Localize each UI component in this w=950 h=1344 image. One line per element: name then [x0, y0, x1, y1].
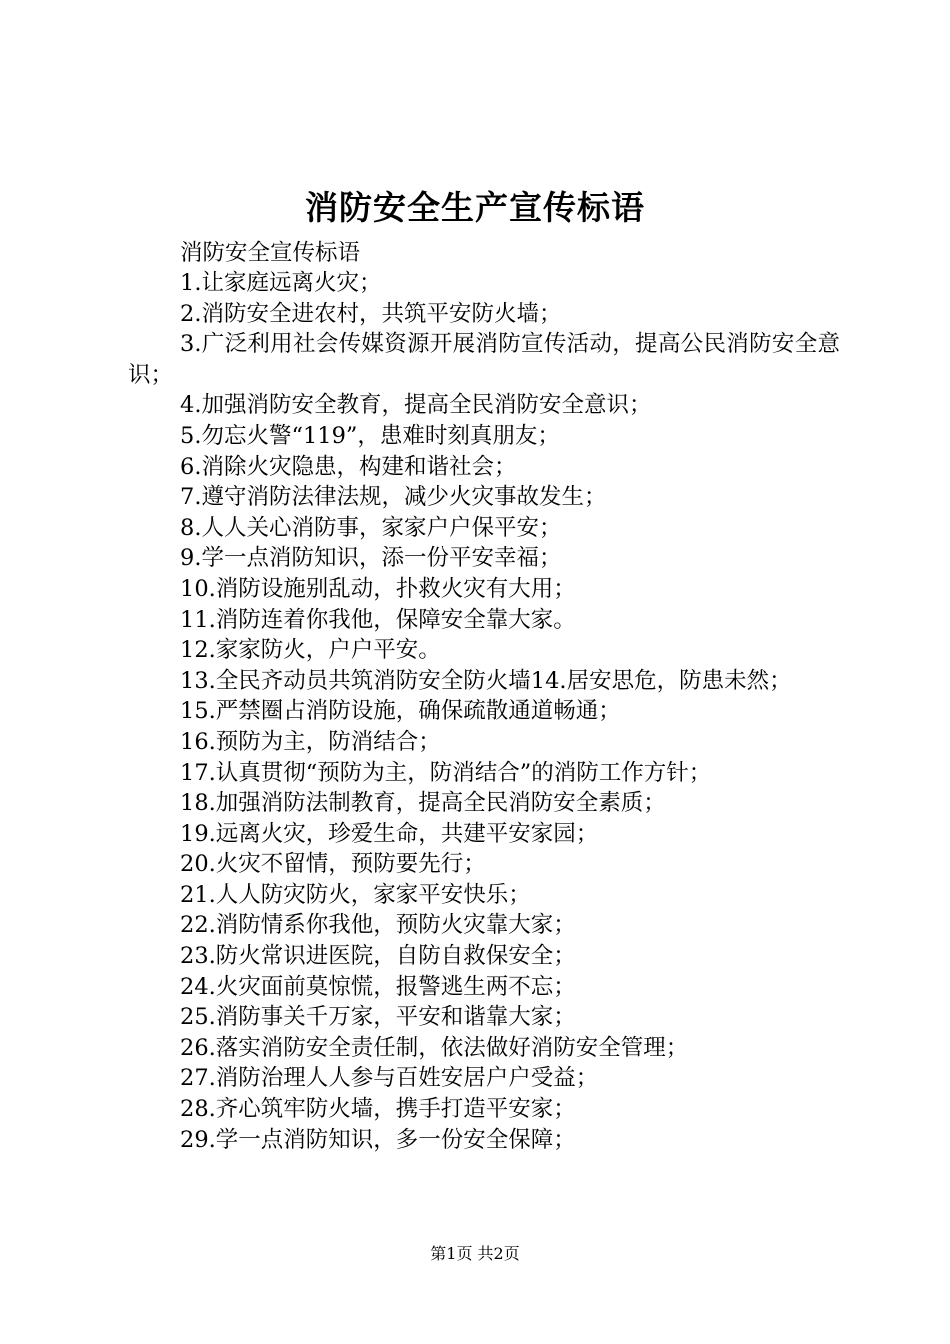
slogan-item-25: 25.消防事关千万家，平安和谐靠大家； [180, 1004, 576, 1031]
slogan-item-27: 27.消防治理人人参与百姓安居户户受益； [180, 1065, 599, 1092]
slogan-item-23: 23.防火常识进医院，自防自救保安全； [180, 943, 576, 970]
slogan-item-15: 15.严禁圈占消防设施，确保疏散通道畅通； [180, 698, 621, 725]
slogan-item-19: 19.远离火灾，珍爱生命，共建平安家园； [180, 820, 599, 847]
slogan-item-26: 26.落实消防安全责任制，依法做好消防安全管理； [180, 1034, 689, 1061]
slogan-item-13: 13.全民齐动员共筑消防安全防火墙14.居安思危，防患未然； [180, 667, 792, 694]
slogan-item-7: 7.遵守消防法律法规，减少火灾事故发生； [180, 484, 607, 511]
document-body [128, 238, 840, 1155]
slogan-item-1: 1.让家庭远离火灾； [180, 270, 382, 296]
slogan-item-16: 16.预防为主，防消结合； [180, 728, 441, 755]
slogan-item-8: 8.人人关心消防事，家家户户保平安； [180, 514, 562, 541]
page-footer: 第1页 共2页 [430, 1244, 520, 1263]
slogan-item-12: 12.家家防火，户户平安。 [180, 637, 441, 664]
slogan-item-17: 17.认真贯彻“预防为主，防消结合”的消防工作方针； [180, 759, 712, 786]
slogan-item-2: 2.消防安全进农村，共筑平安防火墙； [180, 300, 562, 327]
slogan-item-5: 5.勿忘火警“119”，患难时刻真朋友； [180, 422, 560, 449]
slogan-item-24: 24.火灾面前莫惊慌，报警逃生两不忘； [180, 973, 576, 1000]
slogan-item-20: 20.火灾不留情，预防要先行； [180, 851, 486, 878]
slogan-item-22: 22.消防情系你我他，预防火灾靠大家； [180, 912, 576, 939]
slogan-item-10: 10.消防设施别乱动，扑救火灾有大用； [180, 575, 576, 602]
slogan-item-28: 28.齐心筑牢防火墙，携手打造平安家； [180, 1096, 576, 1123]
slogan-item-6: 6.消除火灾隐患，构建和谐社会； [180, 453, 517, 480]
slogan-item-18: 18.加强消防法制教育，提高全民消防安全素质； [180, 790, 666, 817]
slogan-item-21: 21.人人防灾防火，家家平安快乐； [180, 881, 531, 908]
slogan-item-3: 3.广泛利用社会传媒资源开展消防宣传活动，提高公民消防安全意识； [128, 331, 840, 388]
slogan-item-9: 9.学一点消防知识，添一份平安幸福； [180, 545, 562, 572]
slogan-item-11: 11.消防连着你我他，保障安全靠大家。 [180, 606, 576, 633]
slogan-item-4: 4.加强消防安全教育，提高全民消防安全意识； [180, 392, 652, 419]
page-title: 消防安全生产宣传标语 [305, 188, 645, 227]
document-subtitle: 消防安全宣传标语 [180, 240, 361, 266]
slogan-item-29: 29.学一点消防知识，多一份安全保障； [180, 1126, 576, 1153]
